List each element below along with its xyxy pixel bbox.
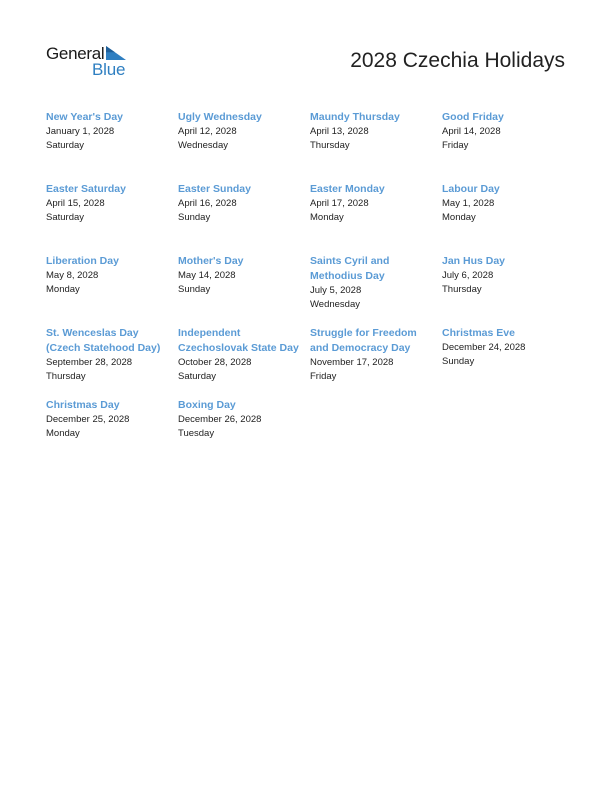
holiday-date: January 1, 2028 <box>46 126 115 137</box>
holiday-item <box>442 110 574 182</box>
holiday-weekday: Sunday <box>442 356 475 367</box>
holiday-date: April 16, 2028 <box>178 198 237 209</box>
holiday-item <box>310 110 442 182</box>
holiday-weekday: Wednesday <box>178 140 228 151</box>
holiday-name: Good Friday <box>442 111 504 123</box>
logo-word-blue: Blue <box>92 60 126 79</box>
holiday-item <box>46 398 178 470</box>
holiday-date: April 12, 2028 <box>178 126 237 137</box>
holiday-weekday: Wednesday <box>310 299 360 310</box>
holiday-date: December 26, 2028 <box>178 414 262 425</box>
holiday-item <box>310 254 442 326</box>
holiday-weekday: Friday <box>442 140 469 151</box>
holiday-date: May 8, 2028 <box>46 270 99 281</box>
holiday-weekday: Thursday <box>310 140 350 151</box>
holiday-weekday: Monday <box>46 284 80 295</box>
holiday-weekday: Sunday <box>178 212 211 223</box>
holiday-date: October 28, 2028 <box>178 357 252 368</box>
holiday-item <box>178 254 310 326</box>
holiday-item <box>46 326 178 398</box>
holiday-item <box>310 326 442 398</box>
holiday-date: April 17, 2028 <box>310 198 369 209</box>
holiday-name: Christmas Eve <box>442 327 515 339</box>
holiday-weekday: Tuesday <box>178 428 215 439</box>
holiday-name: Christmas Day <box>46 399 120 411</box>
holiday-weekday: Saturday <box>46 140 85 151</box>
holiday-weekday: Sunday <box>178 284 211 295</box>
holiday-weekday: Monday <box>46 428 80 439</box>
holiday-name: Maundy Thursday <box>310 111 400 123</box>
logo-word-general: General <box>46 44 105 63</box>
holiday-item <box>178 398 310 470</box>
holiday-weekday: Thursday <box>442 284 482 295</box>
holiday-name: Labour Day <box>442 183 500 195</box>
holiday-name: St. Wenceslas Day (Czech Statehood Day) <box>46 327 161 354</box>
holiday-date: September 28, 2028 <box>46 357 133 368</box>
logo-flag-icon <box>106 46 126 60</box>
holiday-item <box>46 182 178 254</box>
generalblue-logo <box>46 44 136 80</box>
holiday-date: July 6, 2028 <box>442 270 494 281</box>
holiday-name: Easter Monday <box>310 183 385 195</box>
holiday-item <box>178 326 310 398</box>
holiday-name: Liberation Day <box>46 255 119 267</box>
holiday-date: April 14, 2028 <box>442 126 501 137</box>
holiday-weekday: Saturday <box>46 212 85 223</box>
holiday-name: New Year's Day <box>46 111 124 123</box>
holiday-name: Independent Czechoslovak State Day <box>178 327 299 354</box>
holiday-item <box>442 182 574 254</box>
holiday-item <box>442 254 574 326</box>
holiday-item <box>178 182 310 254</box>
holiday-date: December 25, 2028 <box>46 414 130 425</box>
holiday-weekday: Monday <box>310 212 344 223</box>
holiday-date: December 24, 2028 <box>442 342 526 353</box>
holiday-name: Struggle for Freedom and Democracy Day <box>310 327 417 354</box>
holiday-weekday: Monday <box>442 212 476 223</box>
holiday-date: April 13, 2028 <box>310 126 369 137</box>
holiday-date: November 17, 2028 <box>310 357 394 368</box>
holiday-weekday: Friday <box>310 371 337 382</box>
holiday-name: Boxing Day <box>178 399 236 411</box>
holiday-weekday: Saturday <box>178 371 217 382</box>
holiday-name: Ugly Wednesday <box>178 111 262 123</box>
page-title: 2028 Czechia Holidays <box>350 49 565 72</box>
holiday-date: April 15, 2028 <box>46 198 105 209</box>
holiday-name: Easter Saturday <box>46 183 126 195</box>
holiday-name: Easter Sunday <box>178 183 251 195</box>
holiday-date: May 14, 2028 <box>178 270 236 281</box>
holiday-name: Mother's Day <box>178 255 244 267</box>
holiday-item <box>310 182 442 254</box>
holiday-date: July 5, 2028 <box>310 285 362 296</box>
holiday-item <box>46 254 178 326</box>
holiday-weekday: Thursday <box>46 371 86 382</box>
holiday-item <box>442 326 574 398</box>
holiday-name: Saints Cyril and Methodius Day <box>310 255 390 282</box>
holiday-item <box>178 110 310 182</box>
holiday-date: May 1, 2028 <box>442 198 495 209</box>
holiday-grid <box>46 110 576 470</box>
holiday-item <box>46 110 178 182</box>
holiday-name: Jan Hus Day <box>442 255 506 267</box>
